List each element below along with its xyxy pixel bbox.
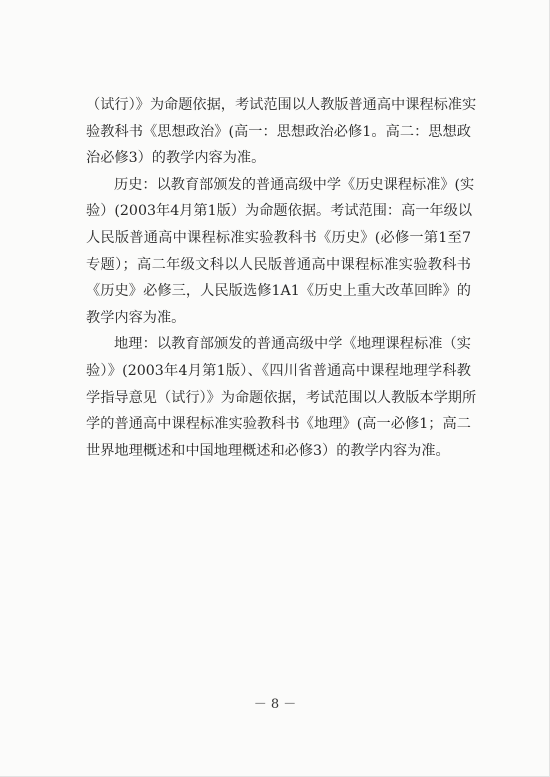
text-line: 教学内容为准。 [86,309,186,326]
page-number: － 8 － [253,697,297,712]
text-line: （试行）》为命题依据，考试范围以人教版普通高中课程标准实 [86,97,477,113]
text-line: 验）》(2003年4月第1版）、《四川省普通高中课程地理学科教 [86,362,471,379]
text-line: 世界地理概述和中国地理概述和必修3）的教学内容为准。 [86,442,450,459]
text-line: 专题）；高二年级文科以人民版普通高中课程标准实验教科书 [86,256,471,273]
text-line: 《历史》必修三，人民版选修1A1《历史上重大改革回眸》的 [86,283,471,300]
text-line: 治必修3）的教学内容为准。 [86,150,266,167]
text-line: 人民版普通高中课程标准实验教科书《历史》(必修一第1至7 [86,229,471,246]
text-line: 验教科书《思想政治》(高一：思想政治必修1。高二：思想政 [86,123,471,140]
text-line: 历史：以教育部颁发的普通高级中学《历史课程标准》(实 [114,176,475,193]
text-line: 学指导意见（试行）》为命题依据，考试范围以人教版本学期所 [86,389,477,406]
text-line: 学的普通高中课程标准实验教科书《地理》(高一必修1；高二 [86,416,471,433]
text-line: 验）(2003年4月第1版）为命题依据。考试范围：高一年级以 [86,203,473,220]
paragraph-geography [86,331,477,464]
paragraph-history [86,172,475,332]
paragraph-politics [86,92,477,172]
text-line: 地理：以教育部颁发的普通高级中学《地理课程标准（实 [114,336,471,353]
body-text [86,92,477,464]
